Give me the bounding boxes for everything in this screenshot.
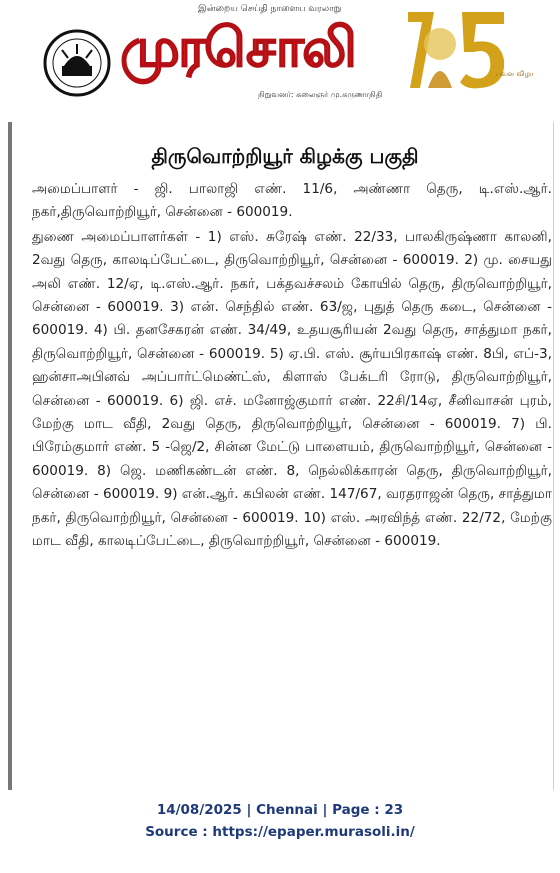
masthead-founder: நிறுவனர்: கலைஞர் மு.கருணாநிதி xyxy=(258,90,383,99)
footer-date-line: 14/08/2025 | Chennai | Page : 23 xyxy=(156,802,404,818)
article-headline: திருவொற்றியூர் கிழக்கு பகுதி xyxy=(151,144,419,168)
article-body xyxy=(32,178,552,554)
masthead-brand: முரசொலி xyxy=(120,16,355,79)
article-paragraph: துணை அமைப்பாளர்கள் - 1) எஸ். சுரேஷ் எண். 22/33, பாலகிருஷ்ணா காலனி, 2வது தெரு, காலடிப்பேட்டை, திருவொற்றியூர், சென்னை - 600019. 2) மு. சையது அலி எண். 12/ஏ, டி.எஸ்.ஆர். நகர், பக்தவச்சலம் கோயில் தெரு, திருவொற்றியூர், சென்னை - 600019. 3) என். செந்தில் எண். 63/ஜ, புதுத் தெரு கடை, சென்னை - 600019. 4) பி. தனசேகரன் எண். 34/49, உதயசூரியன் 2வது தெரு, சாத்துமா நகர், திருவொற்றியூர், சென்னை - 600019. 5) ஏ.பி. எஸ். சூர்யபிரகாஷ் எண். 8பி, எப்-3, ஹன்சாஅபினவ் அப்பார்ட்மெண்ட்ஸ், கிளாஸ் பேக்டரி ரோடு, திருவொற்றியூர், சென்னை - 600019. 6) ஜி. எச். மனோஜ்குமார் எண். 22சி/14ஏ, சீனிவாசன் புரம், மேற்கு மாட வீதி, 2வது தெரு, திருவொற்றியூர், சென்னை - 600019. 7) பி. பிரேம்குமார் எண். 5 -ஜெ/2, சின்ன மேட்டு பாளையம், திருவொற்றியூர், சென்னை - 600019. 8) ஜெ. மணிகண்டன் எண். 8, நெல்லிக்காரன் தெரு, திருவொற்றியூர், சென்னை - 600019. 9) என்.ஆர். கபிலன் எண். 147/67, வரதராஜன் தெரு, சாத்துமா நகர், திருவொற்றியூர், சென்னை - 600019. 10) எஸ். அரவிந்த் எண். 22/72, மேற்கு மாட வீதி, காலடிப்பேட்டை, திருவொற்றியூர், சென்னை - 600019. xyxy=(32,228,552,550)
anniversary-text: பவள விழா xyxy=(496,70,534,78)
footer xyxy=(0,799,560,843)
masthead xyxy=(0,0,560,110)
article xyxy=(8,122,554,790)
footer-source-line: Source : https://epaper.murasoli.in/ xyxy=(145,824,415,840)
anniversary-75-logo-icon xyxy=(400,2,534,102)
masthead-tagline: இன்றைய செய்தி நாளைய வரலாறு xyxy=(198,4,342,14)
rising-sun-emblem-icon xyxy=(42,28,112,98)
article-paragraph: அமைப்பாளர் - ஜி. பாலாஜி எண். 11/6, அண்ணா தெரு, டி.எஸ்.ஆர். நகர்,திருவொற்றியூர், சென்னை - 600019. xyxy=(32,181,552,221)
